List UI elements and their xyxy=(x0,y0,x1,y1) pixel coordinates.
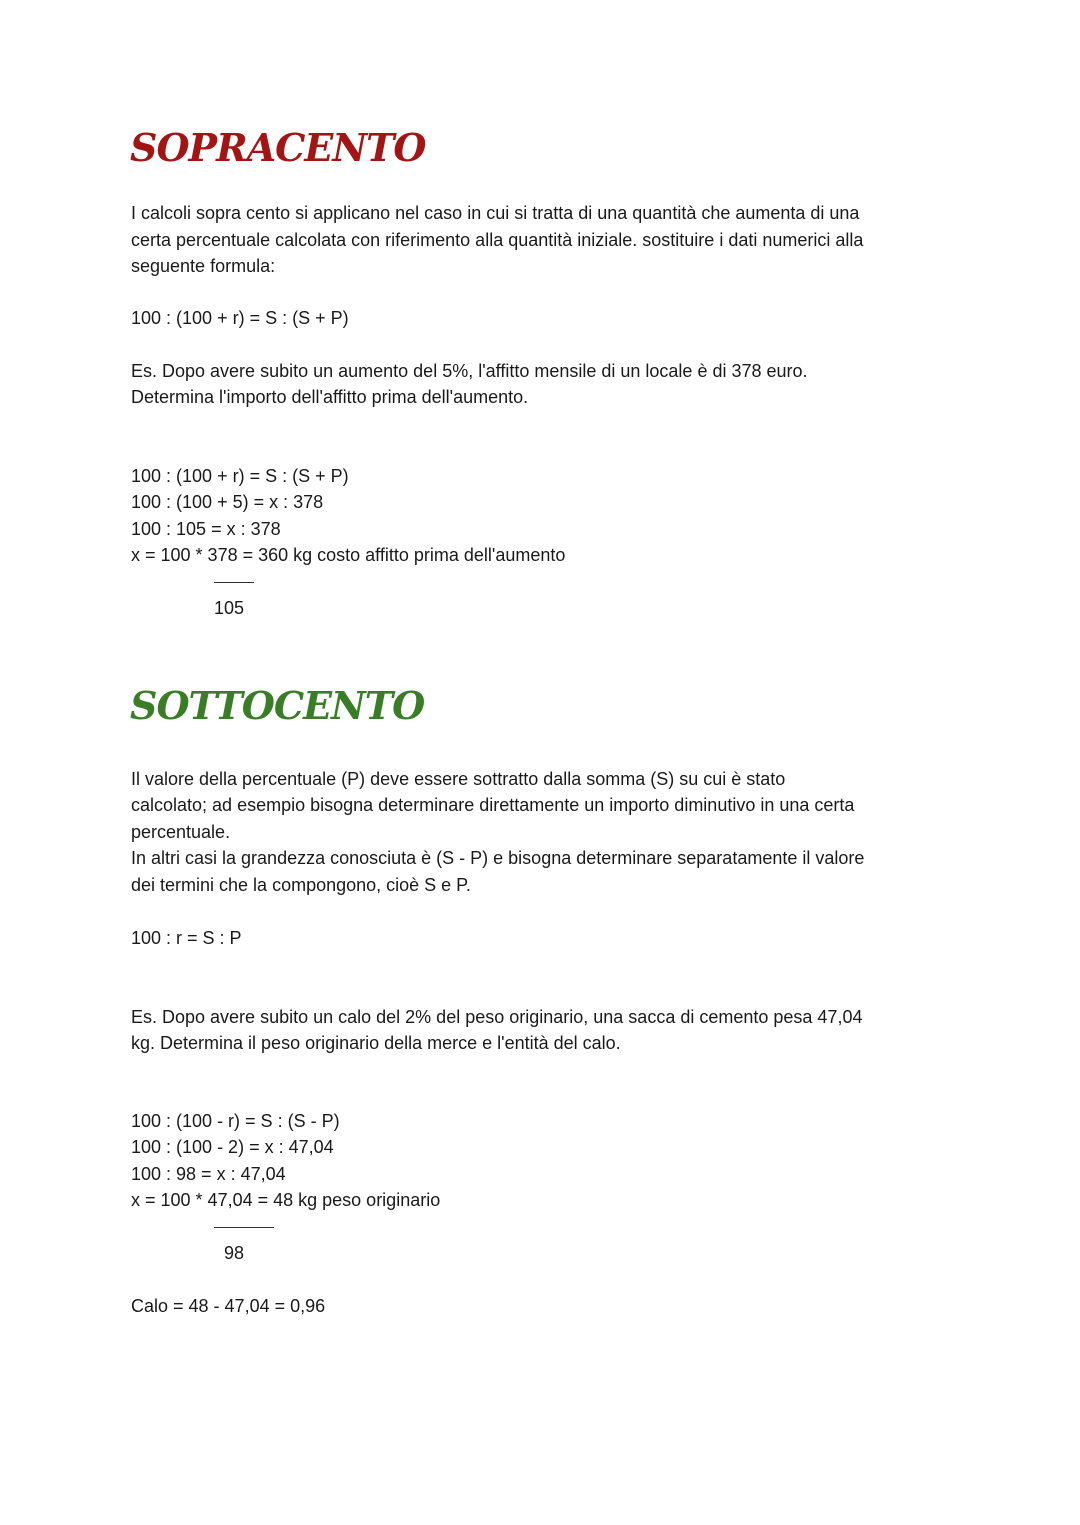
sopracento-step-1: 100 : (100 + r) = S : (S + P) xyxy=(131,466,349,486)
sottocento-title: SOTTOCENTO xyxy=(130,683,425,728)
sopracento-formula: 100 : (100 + r) = S : (S + P) xyxy=(131,308,349,328)
sottocento-intro-line-3: percentuale. xyxy=(131,822,231,842)
sopracento-denominator: 105 xyxy=(214,598,245,618)
sopracento-fraction-bar xyxy=(214,582,254,583)
sottocento-intro-line-2: calcolato; ad esempio bisogna determinare direttamente un importo diminutivo in una certa xyxy=(131,795,855,815)
sottocento-calo: Calo = 48 - 47,04 = 0,96 xyxy=(131,1296,326,1316)
sottocento-step-3: 100 : 98 = x : 47,04 xyxy=(131,1164,286,1184)
sottocento-example-line-2: kg. Determina il peso originario della merce e l'entità del calo. xyxy=(131,1033,621,1053)
sopracento-example-line-2: Determina l'importo dell'affitto prima dell'aumento. xyxy=(131,387,529,407)
sottocento-step-2: 100 : (100 - 2) = x : 47,04 xyxy=(131,1137,334,1157)
sottocento-denominator: 98 xyxy=(224,1243,245,1263)
sottocento-step-1: 100 : (100 - r) = S : (S - P) xyxy=(131,1111,340,1131)
sopracento-intro-line-3: seguente formula: xyxy=(131,256,276,276)
sottocento-intro-line-5: dei termini che la compongono, cioè S e P. xyxy=(131,875,471,895)
sopracento-title: SOPRACENTO xyxy=(130,125,426,170)
sopracento-step-3: 100 : 105 = x : 378 xyxy=(131,519,281,539)
sottocento-step-4: x = 100 * 47,04 = 48 kg peso originario xyxy=(131,1190,441,1210)
sottocento-formula: 100 : r = S : P xyxy=(131,928,242,948)
sopracento-step-4: x = 100 * 378 = 360 kg costo affitto prima dell'aumento xyxy=(131,545,566,565)
sopracento-step-2: 100 : (100 + 5) = x : 378 xyxy=(131,492,324,512)
sottocento-intro-line-1: Il valore della percentuale (P) deve essere sottratto dalla somma (S) su cui è stato xyxy=(131,769,786,789)
sottocento-fraction-bar xyxy=(214,1227,274,1228)
sottocento-intro-line-4: In altri casi la grandezza conosciuta è (S - P) e bisogna determinare separatamente il valore xyxy=(131,848,865,868)
sopracento-example-line-1: Es. Dopo avere subito un aumento del 5%, l'affitto mensile di un locale è di 378 euro. xyxy=(131,361,808,381)
sopracento-intro-line-2: certa percentuale calcolata con riferimento alla quantità iniziale. sostituire i dati numerici alla xyxy=(131,230,864,250)
sopracento-intro-line-1: I calcoli sopra cento si applicano nel caso in cui si tratta di una quantità che aumenta di una xyxy=(131,203,860,223)
sottocento-example-line-1: Es. Dopo avere subito un calo del 2% del peso originario, una sacca di cemento pesa 47,04 xyxy=(131,1007,863,1027)
